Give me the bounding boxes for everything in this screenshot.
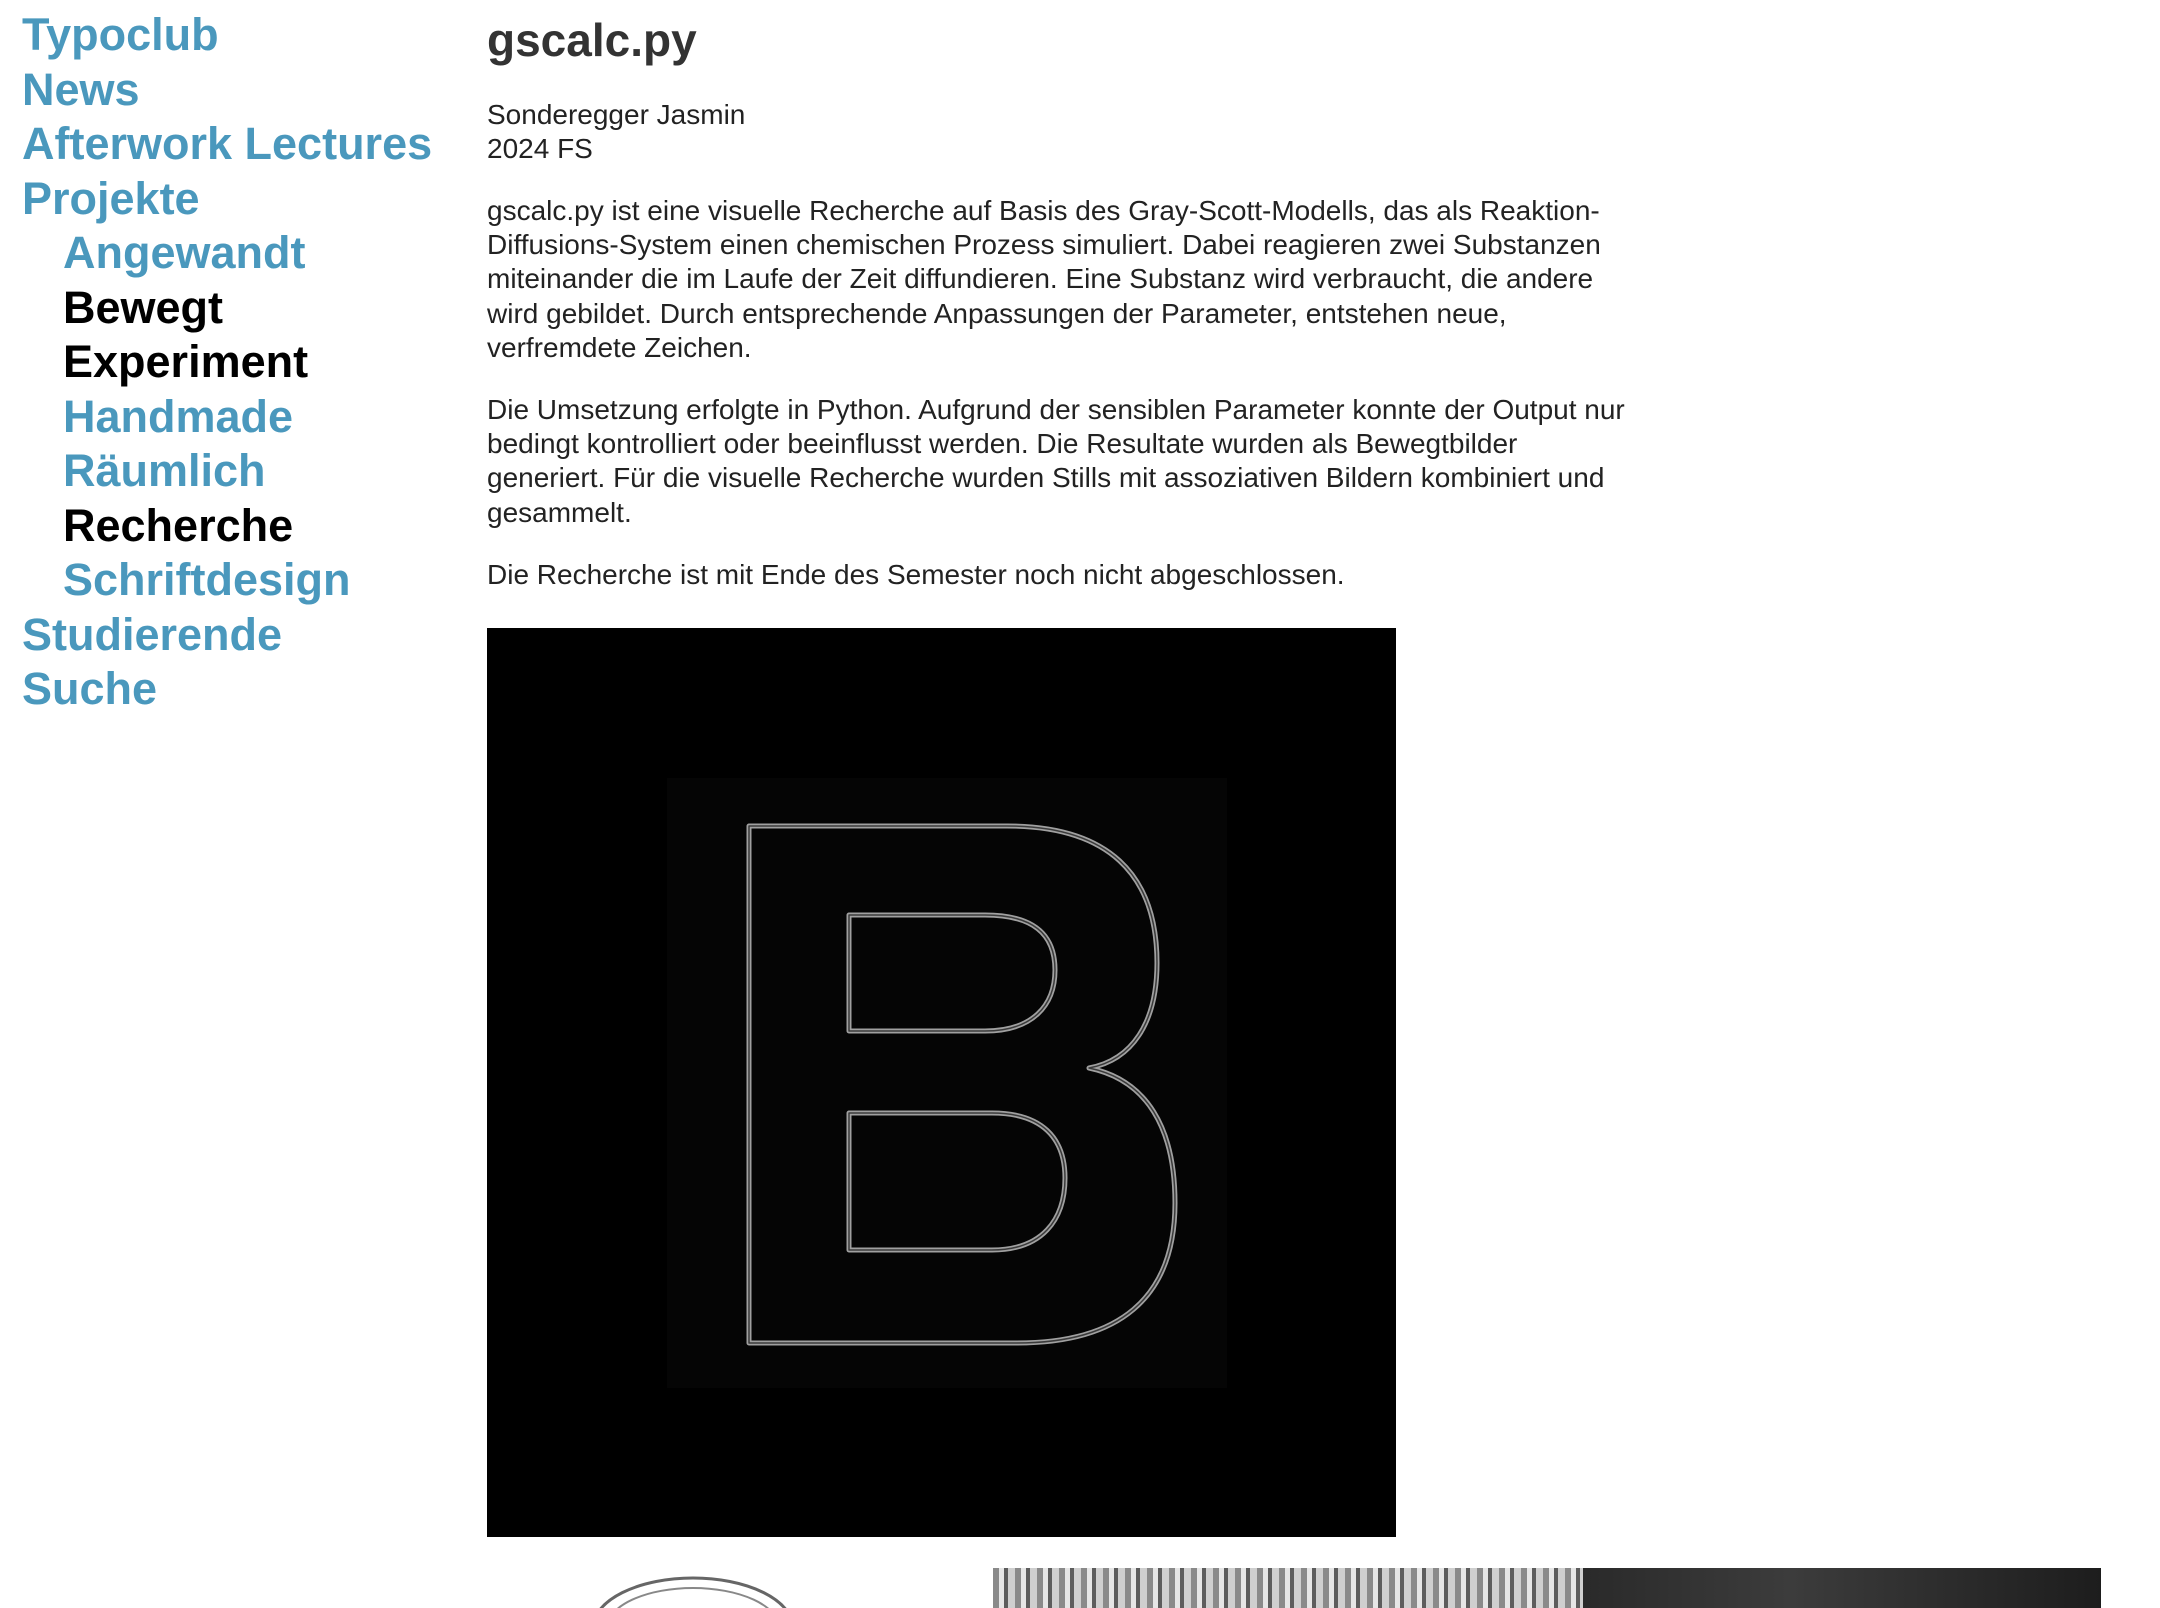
letter-b-outline-image xyxy=(487,628,1396,1537)
project-description-3: Die Recherche ist mit Ende des Semester noch nicht abgeschlossen. xyxy=(487,558,1345,590)
nav-item-handmade[interactable]: Handmade xyxy=(63,390,294,442)
nav-item-projekte[interactable]: Projekte xyxy=(22,172,200,224)
nav-item-raeumlich[interactable]: Räumlich xyxy=(63,445,266,496)
project-title: gscalc.py xyxy=(487,14,697,66)
nav-item-recherche[interactable]: Recherche xyxy=(63,499,294,551)
project-description-2: Die Umsetzung erfolgte in Python. Aufgrund der sensiblen Parameter konnte der Output nur bedingt kontrolliert oder beeinflusst werden. Die Resultate wurden als Bewegtbilder generiert. Für die visuelle Recherche wurden Stills mit assoziativen Bildern kombiniert und gesammelt. xyxy=(487,394,1625,528)
nav-item-schriftdesign[interactable]: Schriftdesign xyxy=(63,554,351,605)
gallery-image[interactable] xyxy=(1583,1568,2101,1608)
nav-item-afterwork-lectures[interactable]: Afterwork Lectures xyxy=(22,118,433,169)
nav-item-typoclub[interactable]: Typoclub xyxy=(22,9,219,60)
nav-item-angewandt[interactable]: Angewandt xyxy=(63,227,306,278)
nav-item-experiment[interactable]: Experiment xyxy=(63,336,309,387)
gallery-image[interactable] xyxy=(487,1568,977,1608)
project-content xyxy=(487,0,1627,592)
gallery-image[interactable] xyxy=(993,1568,1583,1608)
sidebar-nav xyxy=(22,8,442,717)
project-author: Sonderegger Jasmin xyxy=(487,99,746,130)
project-semester: 2024 FS xyxy=(487,133,593,164)
nav-item-suche[interactable]: Suche xyxy=(22,663,158,714)
gallery-row xyxy=(487,1568,2107,1608)
nav-item-studierende[interactable]: Studierende xyxy=(22,608,283,660)
circle-pattern-icon xyxy=(487,1568,977,1608)
project-description-1: gscalc.py ist eine visuelle Recherche auf Basis des Gray-Scott-Modells, das als Reaktion-Diffusions-System einen chemischen Prozess simuliert. Dabei reagieren zwei Substanzen miteinander die im Laufe der Zeit diffundieren. Eine Substanz wird verbraucht, die andere wird gebildet. Durch entsprechende Anpassungen der Parameter, entstehen neue, verfremdete Zeichen. xyxy=(487,195,1601,363)
project-hero-image xyxy=(487,628,1396,1537)
nav-item-bewegt[interactable]: Bewegt xyxy=(63,281,224,333)
nav-item-news[interactable]: News xyxy=(22,63,140,115)
project-meta xyxy=(487,98,1627,166)
